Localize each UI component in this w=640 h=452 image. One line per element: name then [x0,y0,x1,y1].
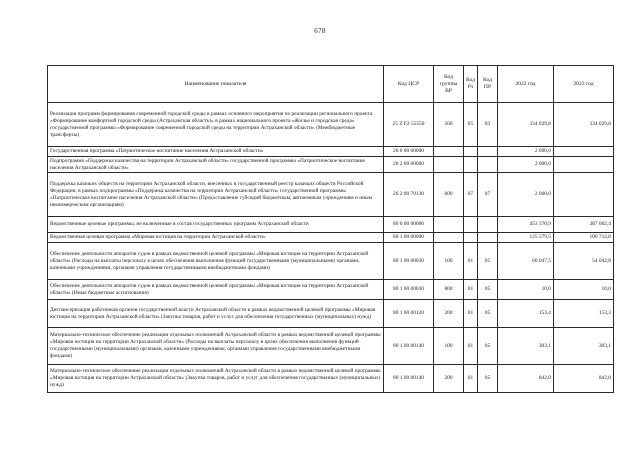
header-2022: 2022 год [498,66,554,103]
row-pr [478,157,498,173]
row-vr [434,157,464,173]
row-2023 [554,147,614,157]
row-2022: 10,0 [498,280,554,300]
row-2023: 303,1 [554,328,614,365]
header-rz: Код Рз [464,66,478,103]
row-name: Диспансеризация работников органов государственной власти Астраханской области в рамках ведомственной целевой программы «Мировая юстиция на территории Астраханской области» (Закупка товаров, работ и услуг для обеспечения государственных (муниципальных) нужд) [48,300,384,328]
row-2022: 60 047,5 [498,243,554,280]
row-2022: 2 000,0 [498,147,554,157]
row-2022: 842,0 [498,365,554,393]
row-pr: 07 [478,173,498,217]
row-name: Обеспечение деятельности аппаратов судов в рамках ведомственной целевой программы «Мировая юстиция на территории Астраханской области» (Иные бюджетные ассигнования) [48,280,384,300]
table-row [48,365,614,393]
row-pr: 05 [478,300,498,328]
table-row [48,328,614,365]
row-2023: 387 002,4 [554,217,614,233]
row-rz: 05 [464,103,478,147]
header-pr: Код ПР [478,66,498,103]
row-csr: 80 1 00 00140 [384,328,434,365]
table-row [48,243,614,280]
row-pr [478,233,498,243]
header-csr: Код ЦСР [384,66,434,103]
row-pr [478,147,498,157]
row-csr: 80 0 00 00000 [384,217,434,233]
row-vr: 200 [434,300,464,328]
row-name: Ведомственные целевые программы, не включенные в состав государственных программ Астраханской области [48,217,384,233]
table-row [48,157,614,173]
row-2023: 842,0 [554,365,614,393]
budget-table [47,65,614,393]
row-2023: 10,0 [554,280,614,300]
row-pr: 05 [478,243,498,280]
table-header-row [48,66,614,103]
row-csr: 80 1 00 00000 [384,233,434,243]
row-2023 [554,157,614,173]
row-vr [434,233,464,243]
row-vr: 800 [434,280,464,300]
row-vr: 100 [434,243,464,280]
header-vr: Код группы ВР [434,66,464,103]
row-rz: 01 [464,280,478,300]
row-2023: 153,3 [554,300,614,328]
row-pr: 05 [478,365,498,393]
row-2022: 2 000,0 [498,157,554,173]
row-name: Реализация программ формирования современной городской среды в рамках основного мероприятия по реализации регионального проекта «Формирование комфортной городской среды (Астраханская область)» в рамках национального проекта «Жилье и городская среда» государственной программы «Формирование современной городской среды на территории Астраханской области» (Межбюджетные трансферты) [48,103,384,147]
row-2022: 125 579,5 [498,233,554,243]
row-vr: 600 [434,173,464,217]
row-csr: 26 2 00 00000 [384,157,434,173]
row-rz [464,217,478,233]
row-name: Подпрограмма «Поддержка казачества на территории Астраханской области» государственной программы «Патриотическое воспитание населения Астраханской области» [48,157,384,173]
row-rz: 01 [464,300,478,328]
row-csr: 80 1 00 00030 [384,280,434,300]
table-row [48,217,614,233]
row-vr: 200 [434,365,464,393]
row-vr: 100 [434,328,464,365]
row-pr [478,217,498,233]
row-pr: 05 [478,328,498,365]
row-rz [464,233,478,243]
page-number: 678 [314,27,326,35]
row-2022: 303,1 [498,328,554,365]
row-2023: 334 029,8 [554,103,614,147]
row-name: Обеспечение деятельности аппаратов судов в рамках ведомственной целевой программы «Мировая юстиция на территории Астраханской области» (Расходы на выплаты персоналу в целях обеспечения выполнения функций государственными (муниципальными) органами, казенными учреждениями, органами управления государственными внебюджетными фондами) [48,243,384,280]
row-pr: 03 [478,103,498,147]
table-row [48,280,614,300]
row-csr: 25 Z F2 55550 [384,103,434,147]
row-rz: 01 [464,243,478,280]
row-rz: 01 [464,365,478,393]
table-row [48,103,614,147]
header-name: Наименование показателя [48,66,384,103]
row-csr: 80 1 00 00030 [384,243,434,280]
row-2022: 153,4 [498,300,554,328]
table-row [48,233,614,243]
row-vr [434,147,464,157]
row-name: Ведомственная целевая программа «Мировая юстиция на территории Астраханской области» [48,233,384,243]
row-vr [434,217,464,233]
row-rz: 01 [464,328,478,365]
table-row [48,147,614,157]
row-csr: 26 2 00 70130 [384,173,434,217]
row-rz: 07 [464,173,478,217]
row-name: Материально-техническое обеспечение реализации отдельных полномочий Астраханской области в рамках ведомственной целевой программы «Мировая юстиция на территории Астраханской области» (Расходы на выплаты персоналу в целях обеспечения выполнения функций государственными (муниципальными) органами, казенными учреждениями, органами управления государственными внебюджетными фондами) [48,328,384,365]
row-rz [464,147,478,157]
row-name: Государственная программа «Патриотическое воспитание населения Астраханской области» [48,147,384,157]
row-2023: 54 042,8 [554,243,614,280]
row-2023 [554,173,614,217]
row-2023: 100 712,8 [554,233,614,243]
row-csr: 26 0 00 00000 [384,147,434,157]
row-name: Поддержка казачьих обществ на территории Астраханской области, внесенных в государственный реестр казачьих обществ Российской Федерации, в рамках подпрограммы «Поддержка казачества на территории Астраханской области» государственной программы «Патриотическое воспитание населения Астраханской области» (Предоставление субсидий бюджетным, автономным учреждениям и иным некоммерческим организациям) [48,173,384,217]
row-name: Материально-техническое обеспечение реализации отдельных полномочий Астраханской области в рамках ведомственной целевой программы «Мировая юстиция на территории Астраханской области» (Закупка товаров, работ и услуг для обеспечения государственных (муниципальных) нужд) [48,365,384,393]
header-2023: 2023 год [554,66,614,103]
row-2022: 453 370,9 [498,217,554,233]
row-pr: 05 [478,280,498,300]
row-csr: 80 1 00 00120 [384,300,434,328]
table-row [48,173,614,217]
row-csr: 80 1 00 00140 [384,365,434,393]
table-row [48,300,614,328]
row-2022: 334 029,8 [498,103,554,147]
row-2022: 2 000,0 [498,173,554,217]
row-rz [464,157,478,173]
row-vr: 500 [434,103,464,147]
